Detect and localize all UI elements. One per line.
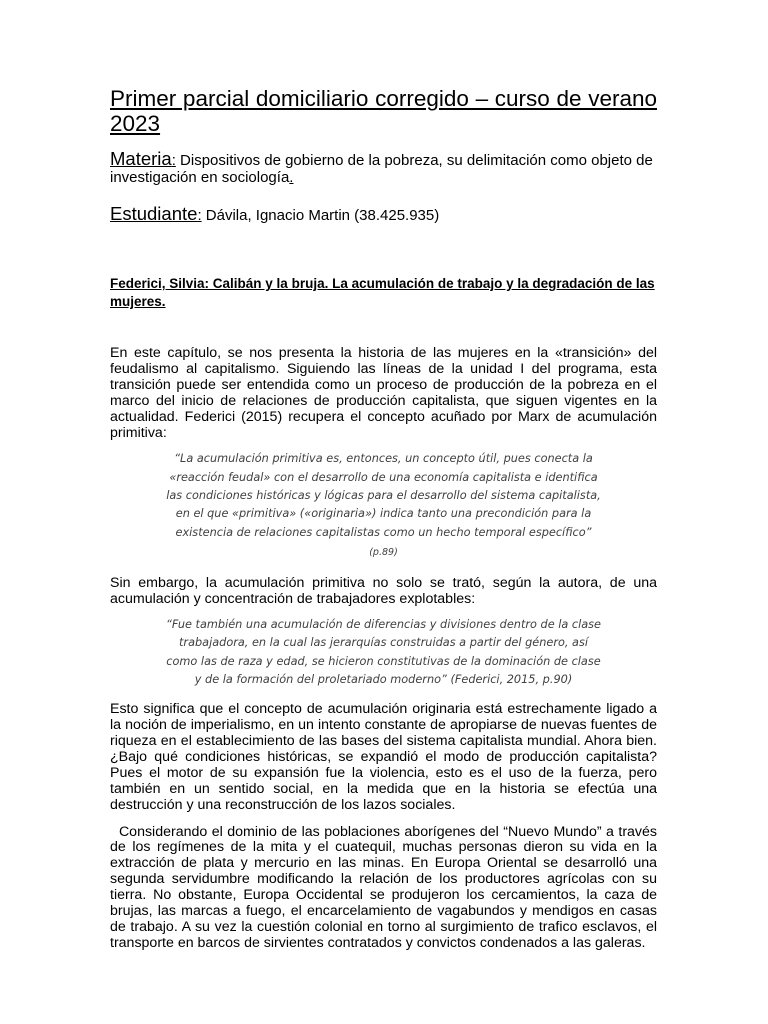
materia-label: Materia [110,148,172,169]
block-quote-2: “Fue también una acumulación de diferencias y divisiones dentro de la clase trabajadora, en la cual las jerarquías construidas a partir del género, así como las de raza y edad, se hicieron constitutivas de la dominación de clase y de la formación del proletariado moderno” (Federici, 2015, p.90) [165,618,602,686]
document-body [110,86,661,952]
estudiante-colon: : [197,207,202,224]
estudiante-value: Dávila, Ignacio Martin (38.425.935) [201,207,440,224]
paragraph-2: Sin embargo, la acumulación primitiva no solo se trató, según la autora, de una acumulación y concentración de trabajadores explotables: [110,575,657,608]
reference-heading: Federici, Silvia: Calibán y la bruja. La acumulación de trabajo y la degradación de las mujeres. [110,276,655,309]
materia-colon: : [171,152,176,169]
materia-line [110,150,657,186]
estudiante-label: Estudiante [110,203,198,224]
materia-value: Dispositivos de gobierno de la pobreza, su delimitación como objeto de investigación en sociología [110,152,653,186]
quote-1-citation: (p.89) [369,546,398,558]
paragraph-4: Considerando el dominio de las poblaciones aborígenes del “Nuevo Mundo” a través de los regímenes de la mita y el cuatequil, muchas personas dieron su vida en la extracción de plata y mercurio en las minas. En Europa Oriental se desarrolló una segunda servidumbre modificando la relación de los productores agrícolas con su tierra. No obstante, Europa Occidental se produjeron los cercamientos, la caza de brujas, las marcas a fuego, el encarcelamiento de vagabundos y mendigos en casas de trabajo. A su vez la cuestión colonial en torno al surgimiento de trafico esclavos, el transporte en barcos de sirvientes contratados y convictos condenados a las galeras. [110,823,661,951]
paragraph-3: Esto significa que el concepto de acumulación originaria está estrechamente ligado a la noción de imperialismo, en un intento constante de apropiarse de nuevas fuentes de riqueza en el establecimiento de las bases del sistema capitalista mundial. Ahora bien. ¿Bajo qué condiciones históricas, se expandió el modo de producción capitalista? Pues el motor de su expansión fue la violencia, esto es el uso de la fuerza, pero también en un sentido social, en la medida que en la historia se efectúa una destrucción y una reconstrucción de los lazos sociales. [110,701,657,813]
paragraph-1: En este capítulo, se nos presenta la historia de las mujeres en la «transición» del feudalismo al capitalismo. Siguiendo las líneas de la unidad I del programa, esta transición puede ser entendida como un proceso de producción de la pobreza en el marco del inicio de relaciones de producción capitalista, que siguen vigentes en la actualidad. Federici (2015) recupera el concepto acuñado por Marx de acumulación primitiva: [110,345,657,441]
document-title: Primer parcial domiciliario corregido – curso de verano 2023 [110,86,657,136]
block-quote-1 [166,450,601,562]
materia-period: . [289,169,294,186]
estudiante-line [110,205,657,224]
quote-1-text: “La acumulación primitiva es, entonces, un concepto útil, pues conecta la «reacción feudal» con el desarrollo de una economía capitalista e identifica las condiciones históricas y lógicas para el desarrollo del sistema capitalista, en el que «primitiva» («originaria») indica tanto una precondición para la existencia de relaciones capitalistas como un hecho temporal específico” [166,452,601,539]
